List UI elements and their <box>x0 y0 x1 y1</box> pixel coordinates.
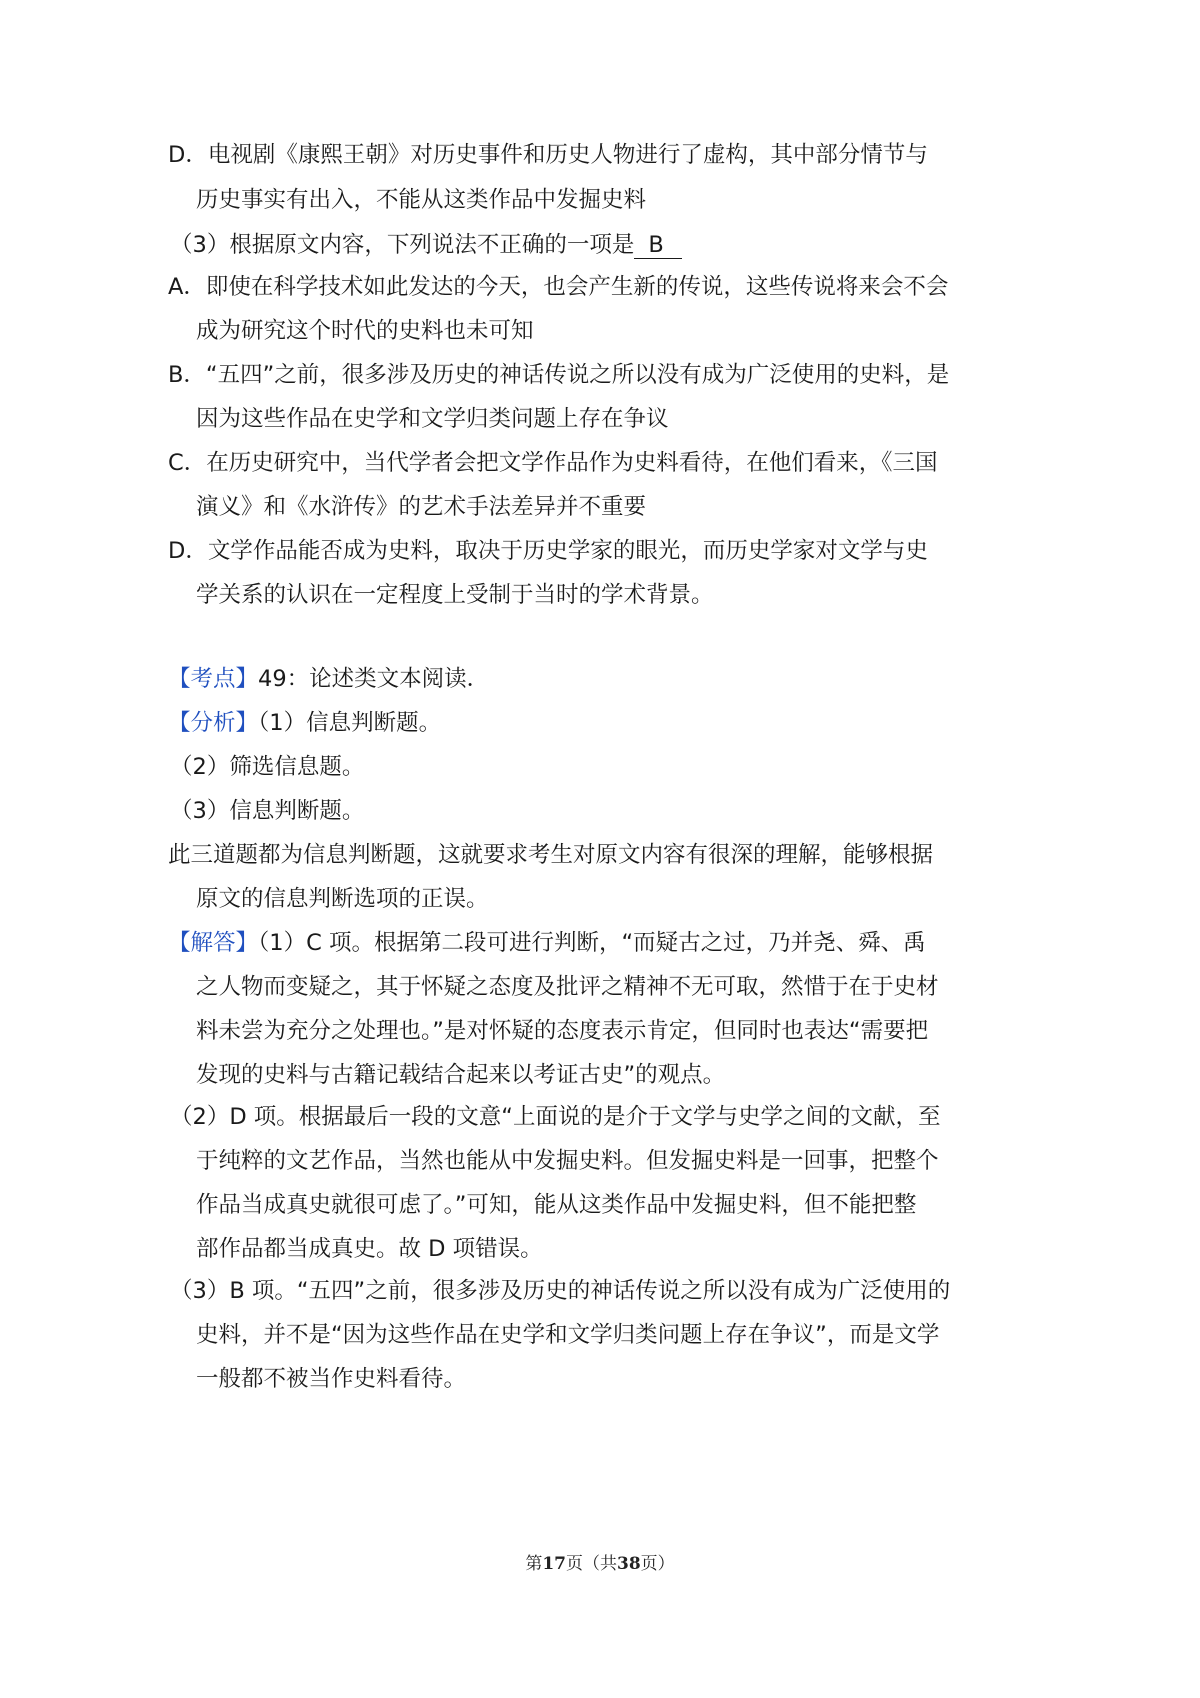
jieda-line8: 部作品都当成真史。故 D 项错误。 <box>196 1236 543 1262</box>
jieda-line10: 史料，并不是“因为这些作品在史学和文学归类问题上存在争议”，而是文学 <box>196 1322 940 1348</box>
footer-prefix: 第 <box>525 1554 543 1574</box>
jieda-text: （1）C 项。根据第二段可进行判断，“而疑古之过，乃并尧、舜、禹 <box>258 930 926 956</box>
option-c-line1: C．在历史研究中，当代学者会把文学作品作为史料看待，在他们看来，《三国 <box>168 450 938 476</box>
option-d-prev-line2: 历史事实有出入，不能从这类作品中发掘史料 <box>196 187 647 213</box>
footer-total-pages: 38 <box>617 1554 641 1574</box>
kaodian-label: 【考点】 <box>168 666 259 692</box>
option-b-line1: B．“五四”之前，很多涉及历史的神话传说之所以没有成为广泛使用的史料，是 <box>168 362 950 388</box>
option-d-prev-line1: D．电视剧《康熙王朝》对历史事件和历史人物进行了虚构，其中部分情节与 <box>168 142 928 168</box>
option-c-line2: 演义》和《水浒传》的艺术手法差异并不重要 <box>196 494 647 520</box>
option-d-line1: D．文学作品能否成为史料，取决于历史学家的眼光，而历史学家对文学与史 <box>168 538 928 564</box>
footer-suffix: 页） <box>640 1554 675 1574</box>
fenxi-line2: （2）筛选信息题。 <box>170 754 365 780</box>
fenxi-line4: 此三道题都为信息判断题，这就要求考生对原文内容有很深的理解，能够根据 <box>168 842 934 868</box>
page-footer <box>0 1549 1200 1574</box>
jieda-line9: （3）B 项。“五四”之前，很多涉及历史的神话传说之所以没有成为广泛使用的 <box>170 1278 951 1304</box>
question-3-answer-blank: B <box>634 232 681 259</box>
option-b-line2: 因为这些作品在史学和文学归类问题上存在争议 <box>196 406 669 432</box>
kaodian-text: 49：论述类文本阅读． <box>258 666 490 692</box>
option-a-line1: A．即使在科学技术如此发达的今天，也会产生新的传说，这些传说将来会不会 <box>168 274 949 300</box>
jieda-row <box>168 927 926 959</box>
jieda-line4: 发现的史料与古籍记载结合起来以考证古史”的观点。 <box>196 1062 726 1088</box>
fenxi-line5: 原文的信息判断选项的正误。 <box>196 886 489 912</box>
question-3-text: （3）根据原文内容，下列说法不正确的一项是 <box>170 232 635 258</box>
option-a-line2: 成为研究这个时代的史料也未可知 <box>196 318 534 344</box>
jieda-line3: 料未尝为充分之处理也。”是对怀疑的态度表示肯定，但同时也表达“需要把 <box>196 1018 929 1044</box>
fenxi-row <box>168 707 441 739</box>
jieda-line2: 之人物而变疑之，其于怀疑之态度及批评之精神不无可取，然惜于在于史材 <box>196 974 939 1000</box>
jieda-line11: 一般都不被当作史料看待。 <box>196 1366 467 1392</box>
footer-middle: 页（共 <box>566 1554 617 1574</box>
fenxi-label: 【分析】 <box>168 710 259 736</box>
fenxi-text: （1）信息判断题。 <box>258 710 442 736</box>
footer-page-number: 17 <box>542 1554 566 1574</box>
kaodian-row <box>168 663 489 695</box>
jieda-line7: 作品当成真史就很可虑了。”可知，能从这类作品中发掘史料，但不能把整 <box>196 1192 917 1218</box>
jieda-line6: 于纯粹的文艺作品，当然也能从中发掘史料。但发掘史料是一回事，把整个 <box>196 1148 939 1174</box>
option-d-line2: 学关系的认识在一定程度上受制于当时的学术背景。 <box>196 582 714 608</box>
jieda-line5: （2）D 项。根据最后一段的文意“上面说的是介于文学与史学之间的文献，至 <box>170 1104 941 1130</box>
question-3-stem <box>170 229 682 261</box>
fenxi-line3: （3）信息判断题。 <box>170 798 365 824</box>
jieda-label: 【解答】 <box>168 930 259 956</box>
